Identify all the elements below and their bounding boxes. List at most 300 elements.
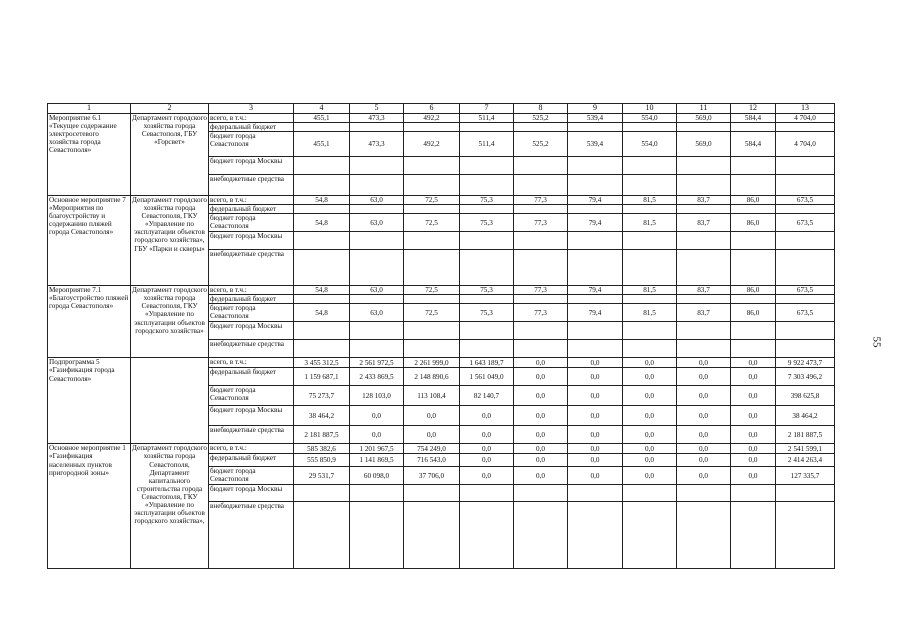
value-cell: 2 261 999,0: [404, 358, 460, 368]
value-cell: [677, 322, 731, 340]
budget-table: [47, 103, 835, 569]
value-cell: 539,4: [568, 114, 623, 123]
value-cell: [731, 322, 776, 340]
value-cell: [677, 232, 731, 250]
value-cell: [404, 205, 460, 214]
value-cell: [677, 250, 731, 286]
value-cell: 0,0: [568, 454, 623, 467]
value-cell: 569,0: [677, 114, 731, 123]
executor-cell: Департамент городского хозяйства города Севастополя, Департамент капитального строительства города Севастополя, ГКУ «Управление по эксплуатации объектов городского хозяйства»,: [131, 444, 209, 569]
value-cell: 0,0: [731, 386, 776, 406]
value-cell: [460, 322, 514, 340]
table-row: [48, 196, 835, 205]
column-number-2: 2: [131, 104, 209, 114]
value-cell: 86,0: [731, 196, 776, 205]
value-cell: [776, 175, 835, 196]
value-cell: [294, 123, 350, 132]
value-cell: 0,0: [731, 467, 776, 485]
value-cell: 1 201 967,5: [350, 444, 404, 454]
value-cell: [514, 232, 568, 250]
value-cell: 63,0: [350, 286, 404, 295]
value-cell: 86,0: [731, 304, 776, 322]
value-cell: [350, 502, 404, 569]
value-cell: [460, 340, 514, 358]
value-cell: 72,5: [404, 304, 460, 322]
executor-cell: Департамент городского хозяйства города Севастополя, ГБУ «Горсвет»: [131, 114, 209, 196]
value-cell: 2 541 599,1: [776, 444, 835, 454]
value-cell: 673,5: [776, 214, 835, 232]
funding-source: бюджет города Москвы: [209, 485, 294, 502]
value-cell: 81,5: [623, 304, 677, 322]
value-cell: 2 148 890,6: [404, 368, 460, 386]
value-cell: 0,0: [677, 444, 731, 454]
value-cell: 0,0: [514, 358, 568, 368]
value-cell: [677, 485, 731, 502]
value-cell: [776, 502, 835, 569]
value-cell: [460, 205, 514, 214]
value-cell: [350, 123, 404, 132]
value-cell: 0,0: [514, 444, 568, 454]
value-cell: [294, 485, 350, 502]
value-cell: [776, 123, 835, 132]
activity-name: Подпрограмма 5 «Газификация города Севастополя»: [48, 358, 131, 444]
value-cell: 0,0: [731, 368, 776, 386]
value-cell: [460, 123, 514, 132]
funding-source: федеральный бюджет: [209, 368, 294, 386]
value-cell: 75,3: [460, 214, 514, 232]
funding-source: федеральный бюджет: [209, 454, 294, 467]
value-cell: [677, 295, 731, 304]
value-cell: [568, 485, 623, 502]
value-cell: [568, 502, 623, 569]
value-cell: 0,0: [677, 406, 731, 426]
value-cell: [460, 175, 514, 196]
value-cell: 38 464,2: [776, 406, 835, 426]
value-cell: 77,3: [514, 286, 568, 295]
value-cell: [731, 175, 776, 196]
funding-source: всего, в т.ч.:: [209, 196, 294, 205]
value-cell: 79,4: [568, 214, 623, 232]
value-cell: [677, 340, 731, 358]
executor-cell: Департамент городского хозяйства города Севастополя, ГКУ «Управление по эксплуатации объектов городского хозяйства», ГБУ «Парки и скверы»: [131, 196, 209, 286]
value-cell: [677, 123, 731, 132]
value-cell: [623, 322, 677, 340]
funding-source: бюджет города Севастополя: [209, 132, 294, 157]
value-cell: [294, 322, 350, 340]
value-cell: 525,2: [514, 132, 568, 157]
value-cell: 2 414 263,4: [776, 454, 835, 467]
value-cell: [776, 250, 835, 286]
value-cell: [677, 175, 731, 196]
value-cell: 29 531,7: [294, 467, 350, 485]
value-cell: 0,0: [460, 454, 514, 467]
funding-source: внебюджетные средства: [209, 340, 294, 358]
value-cell: 72,5: [404, 286, 460, 295]
executor-cell: Департамент городского хозяйства города Севастополя, ГКУ «Управление по эксплуатации объектов городского хозяйства»: [131, 286, 209, 358]
value-cell: [460, 232, 514, 250]
value-cell: 54,8: [294, 304, 350, 322]
value-cell: 83,7: [677, 196, 731, 205]
value-cell: [404, 322, 460, 340]
value-cell: [404, 232, 460, 250]
funding-source: бюджет города Москвы: [209, 322, 294, 340]
value-cell: [568, 322, 623, 340]
value-cell: 584,4: [731, 114, 776, 123]
value-cell: 0,0: [623, 426, 677, 444]
value-cell: [404, 123, 460, 132]
value-cell: 0,0: [677, 368, 731, 386]
value-cell: [776, 322, 835, 340]
value-cell: 54,8: [294, 214, 350, 232]
funding-source: бюджет города Москвы: [209, 157, 294, 175]
value-cell: 0,0: [460, 467, 514, 485]
value-cell: 77,3: [514, 304, 568, 322]
value-cell: [514, 502, 568, 569]
value-cell: 0,0: [623, 467, 677, 485]
funding-source: всего, в т.ч.:: [209, 114, 294, 123]
value-cell: 0,0: [677, 386, 731, 406]
value-cell: 511,4: [460, 114, 514, 123]
value-cell: 0,0: [623, 386, 677, 406]
value-cell: 0,0: [731, 406, 776, 426]
funding-source: бюджет города Севастополя: [209, 304, 294, 322]
value-cell: 86,0: [731, 214, 776, 232]
value-cell: 473,3: [350, 132, 404, 157]
value-cell: [404, 340, 460, 358]
value-cell: [623, 485, 677, 502]
value-cell: [514, 485, 568, 502]
value-cell: 7 303 496,2: [776, 368, 835, 386]
value-cell: [731, 295, 776, 304]
value-cell: [294, 295, 350, 304]
value-cell: [350, 295, 404, 304]
funding-source: всего, в т.ч.:: [209, 286, 294, 295]
value-cell: [568, 205, 623, 214]
value-cell: [623, 502, 677, 569]
value-cell: [350, 175, 404, 196]
table-row: [48, 444, 835, 454]
value-cell: [623, 232, 677, 250]
value-cell: 72,5: [404, 214, 460, 232]
value-cell: 75,3: [460, 304, 514, 322]
value-cell: 0,0: [731, 444, 776, 454]
activity-name: Мероприятие 7.1 «Благоустройство пляжей города Севастополя»: [48, 286, 131, 358]
value-cell: 0,0: [514, 406, 568, 426]
column-number-5: 5: [350, 104, 404, 114]
value-cell: 81,5: [623, 286, 677, 295]
value-cell: [404, 250, 460, 286]
value-cell: 81,5: [623, 214, 677, 232]
funding-source: федеральный бюджет: [209, 295, 294, 304]
value-cell: 492,2: [404, 132, 460, 157]
value-cell: 455,1: [294, 114, 350, 123]
value-cell: [568, 295, 623, 304]
activity-name: Основное мероприятие 1 «Газификация населенных пунктов пригородной зоны»: [48, 444, 131, 569]
value-cell: [731, 205, 776, 214]
value-cell: 569,0: [677, 132, 731, 157]
value-cell: 0,0: [514, 454, 568, 467]
value-cell: [776, 295, 835, 304]
value-cell: 0,0: [350, 426, 404, 444]
column-number-9: 9: [568, 104, 623, 114]
value-cell: 63,0: [350, 214, 404, 232]
value-cell: [460, 485, 514, 502]
column-number-13: 13: [776, 104, 835, 114]
value-cell: 86,0: [731, 286, 776, 295]
value-cell: [514, 175, 568, 196]
value-cell: 63,0: [350, 304, 404, 322]
value-cell: 585 382,6: [294, 444, 350, 454]
value-cell: 9 922 473,7: [776, 358, 835, 368]
value-cell: [568, 175, 623, 196]
value-cell: 539,4: [568, 132, 623, 157]
funding-source: внебюджетные средства: [209, 426, 294, 444]
page-number: 55: [870, 336, 883, 348]
value-cell: [514, 123, 568, 132]
value-cell: 128 103,0: [350, 386, 404, 406]
column-number-6: 6: [404, 104, 460, 114]
value-cell: 0,0: [623, 368, 677, 386]
value-cell: 0,0: [514, 386, 568, 406]
value-cell: 584,4: [731, 132, 776, 157]
value-cell: 673,5: [776, 196, 835, 205]
value-cell: 492,2: [404, 114, 460, 123]
column-number-row: [48, 104, 835, 114]
value-cell: [514, 250, 568, 286]
funding-source: бюджет города Севастополя: [209, 467, 294, 485]
value-cell: 398 625,8: [776, 386, 835, 406]
value-cell: 0,0: [568, 358, 623, 368]
value-cell: 63,0: [350, 196, 404, 205]
value-cell: 673,5: [776, 286, 835, 295]
value-cell: [731, 340, 776, 358]
value-cell: [460, 157, 514, 175]
value-cell: [404, 157, 460, 175]
value-cell: 2 433 869,5: [350, 368, 404, 386]
value-cell: 716 543,0: [404, 454, 460, 467]
value-cell: [677, 205, 731, 214]
value-cell: [350, 157, 404, 175]
value-cell: 54,8: [294, 196, 350, 205]
value-cell: 75,3: [460, 196, 514, 205]
value-cell: 511,4: [460, 132, 514, 157]
value-cell: [623, 250, 677, 286]
value-cell: 83,7: [677, 214, 731, 232]
funding-source: внебюджетные средства: [209, 502, 294, 569]
value-cell: 38 464,2: [294, 406, 350, 426]
value-cell: 0,0: [404, 406, 460, 426]
value-cell: [350, 322, 404, 340]
value-cell: [404, 175, 460, 196]
value-cell: 1 141 869,5: [350, 454, 404, 467]
value-cell: [623, 295, 677, 304]
funding-source: бюджет города Москвы: [209, 406, 294, 426]
value-cell: 455,1: [294, 132, 350, 157]
value-cell: 554,0: [623, 114, 677, 123]
value-cell: [731, 502, 776, 569]
activity-name: Основное мероприятие 7 «Мероприятия по благоустройству и содержанию пляжей города Севастополя»: [48, 196, 131, 286]
value-cell: [568, 232, 623, 250]
activity-name: Мероприятие 6.1 «Текущее содержание электросетевого хозяйства города Севастополя»: [48, 114, 131, 196]
value-cell: 72,5: [404, 196, 460, 205]
funding-source: бюджет города Севастополя: [209, 386, 294, 406]
value-cell: 0,0: [514, 426, 568, 444]
value-cell: 0,0: [404, 426, 460, 444]
column-number-7: 7: [460, 104, 514, 114]
value-cell: 0,0: [677, 426, 731, 444]
funding-source: внебюджетные средства: [209, 250, 294, 286]
column-number-10: 10: [623, 104, 677, 114]
value-cell: [514, 157, 568, 175]
value-cell: 0,0: [677, 467, 731, 485]
value-cell: [350, 232, 404, 250]
value-cell: [294, 502, 350, 569]
value-cell: 113 108,4: [404, 386, 460, 406]
value-cell: 0,0: [677, 454, 731, 467]
value-cell: 0,0: [568, 467, 623, 485]
value-cell: 0,0: [623, 454, 677, 467]
value-cell: [677, 502, 731, 569]
value-cell: [294, 205, 350, 214]
column-number-12: 12: [731, 104, 776, 114]
value-cell: 0,0: [568, 426, 623, 444]
value-cell: [294, 250, 350, 286]
value-cell: [350, 250, 404, 286]
table-row: [48, 114, 835, 123]
column-number-4: 4: [294, 104, 350, 114]
value-cell: [623, 123, 677, 132]
value-cell: [731, 123, 776, 132]
table-row: [48, 358, 835, 368]
value-cell: 0,0: [731, 454, 776, 467]
value-cell: 1 159 687,1: [294, 368, 350, 386]
value-cell: 1 561 049,0: [460, 368, 514, 386]
value-cell: [514, 205, 568, 214]
value-cell: 0,0: [514, 467, 568, 485]
funding-source: федеральный бюджет: [209, 123, 294, 132]
value-cell: [731, 157, 776, 175]
value-cell: [514, 322, 568, 340]
value-cell: 0,0: [731, 358, 776, 368]
value-cell: [623, 205, 677, 214]
value-cell: [568, 157, 623, 175]
value-cell: [776, 340, 835, 358]
value-cell: 81,5: [623, 196, 677, 205]
value-cell: [677, 157, 731, 175]
value-cell: [294, 340, 350, 358]
value-cell: [731, 250, 776, 286]
value-cell: 0,0: [350, 406, 404, 426]
value-cell: 555 850,9: [294, 454, 350, 467]
column-number-11: 11: [677, 104, 731, 114]
value-cell: 82 140,7: [460, 386, 514, 406]
funding-source: внебюджетные средства: [209, 175, 294, 196]
value-cell: [568, 123, 623, 132]
value-cell: 2 561 972,5: [350, 358, 404, 368]
value-cell: 75,3: [460, 286, 514, 295]
value-cell: [623, 157, 677, 175]
value-cell: 0,0: [568, 444, 623, 454]
funding-source: федеральный бюджет: [209, 205, 294, 214]
value-cell: [460, 250, 514, 286]
value-cell: 0,0: [623, 406, 677, 426]
value-cell: [294, 175, 350, 196]
value-cell: 0,0: [460, 426, 514, 444]
value-cell: [568, 340, 623, 358]
value-cell: [731, 232, 776, 250]
value-cell: 0,0: [514, 368, 568, 386]
value-cell: [514, 340, 568, 358]
value-cell: [404, 485, 460, 502]
value-cell: [460, 295, 514, 304]
value-cell: [568, 250, 623, 286]
value-cell: 0,0: [623, 444, 677, 454]
value-cell: 79,4: [568, 196, 623, 205]
value-cell: [294, 157, 350, 175]
column-number-1: 1: [48, 104, 131, 114]
value-cell: 673,5: [776, 304, 835, 322]
funding-source: всего, в т.ч.:: [209, 444, 294, 454]
value-cell: 4 704,0: [776, 132, 835, 157]
value-cell: [404, 295, 460, 304]
value-cell: 754 249,0: [404, 444, 460, 454]
executor-cell: [131, 358, 209, 444]
funding-source: всего, в т.ч.:: [209, 358, 294, 368]
value-cell: 525,2: [514, 114, 568, 123]
value-cell: [514, 295, 568, 304]
value-cell: 0,0: [623, 358, 677, 368]
value-cell: 77,3: [514, 196, 568, 205]
value-cell: 473,3: [350, 114, 404, 123]
value-cell: 75 273,7: [294, 386, 350, 406]
value-cell: [731, 485, 776, 502]
value-cell: 83,7: [677, 304, 731, 322]
value-cell: 0,0: [568, 386, 623, 406]
value-cell: [623, 340, 677, 358]
value-cell: 0,0: [568, 368, 623, 386]
value-cell: [776, 157, 835, 175]
value-cell: [776, 485, 835, 502]
value-cell: 127 335,7: [776, 467, 835, 485]
value-cell: [350, 340, 404, 358]
value-cell: 37 706,0: [404, 467, 460, 485]
value-cell: 0,0: [731, 426, 776, 444]
value-cell: [350, 205, 404, 214]
value-cell: [294, 232, 350, 250]
column-number-3: 3: [209, 104, 294, 114]
value-cell: [623, 175, 677, 196]
value-cell: [776, 205, 835, 214]
value-cell: 79,4: [568, 304, 623, 322]
value-cell: 0,0: [460, 444, 514, 454]
value-cell: 60 098,0: [350, 467, 404, 485]
value-cell: 3 455 312,5: [294, 358, 350, 368]
value-cell: [404, 502, 460, 569]
value-cell: 554,0: [623, 132, 677, 157]
funding-source: бюджет города Москвы: [209, 232, 294, 250]
value-cell: 0,0: [568, 406, 623, 426]
value-cell: [460, 502, 514, 569]
funding-source: бюджет города Севастополя: [209, 214, 294, 232]
value-cell: 0,0: [460, 406, 514, 426]
value-cell: 54,8: [294, 286, 350, 295]
value-cell: 2 181 887,5: [294, 426, 350, 444]
column-number-8: 8: [514, 104, 568, 114]
value-cell: [776, 232, 835, 250]
table-row: [48, 286, 835, 295]
value-cell: [350, 485, 404, 502]
value-cell: 0,0: [677, 358, 731, 368]
